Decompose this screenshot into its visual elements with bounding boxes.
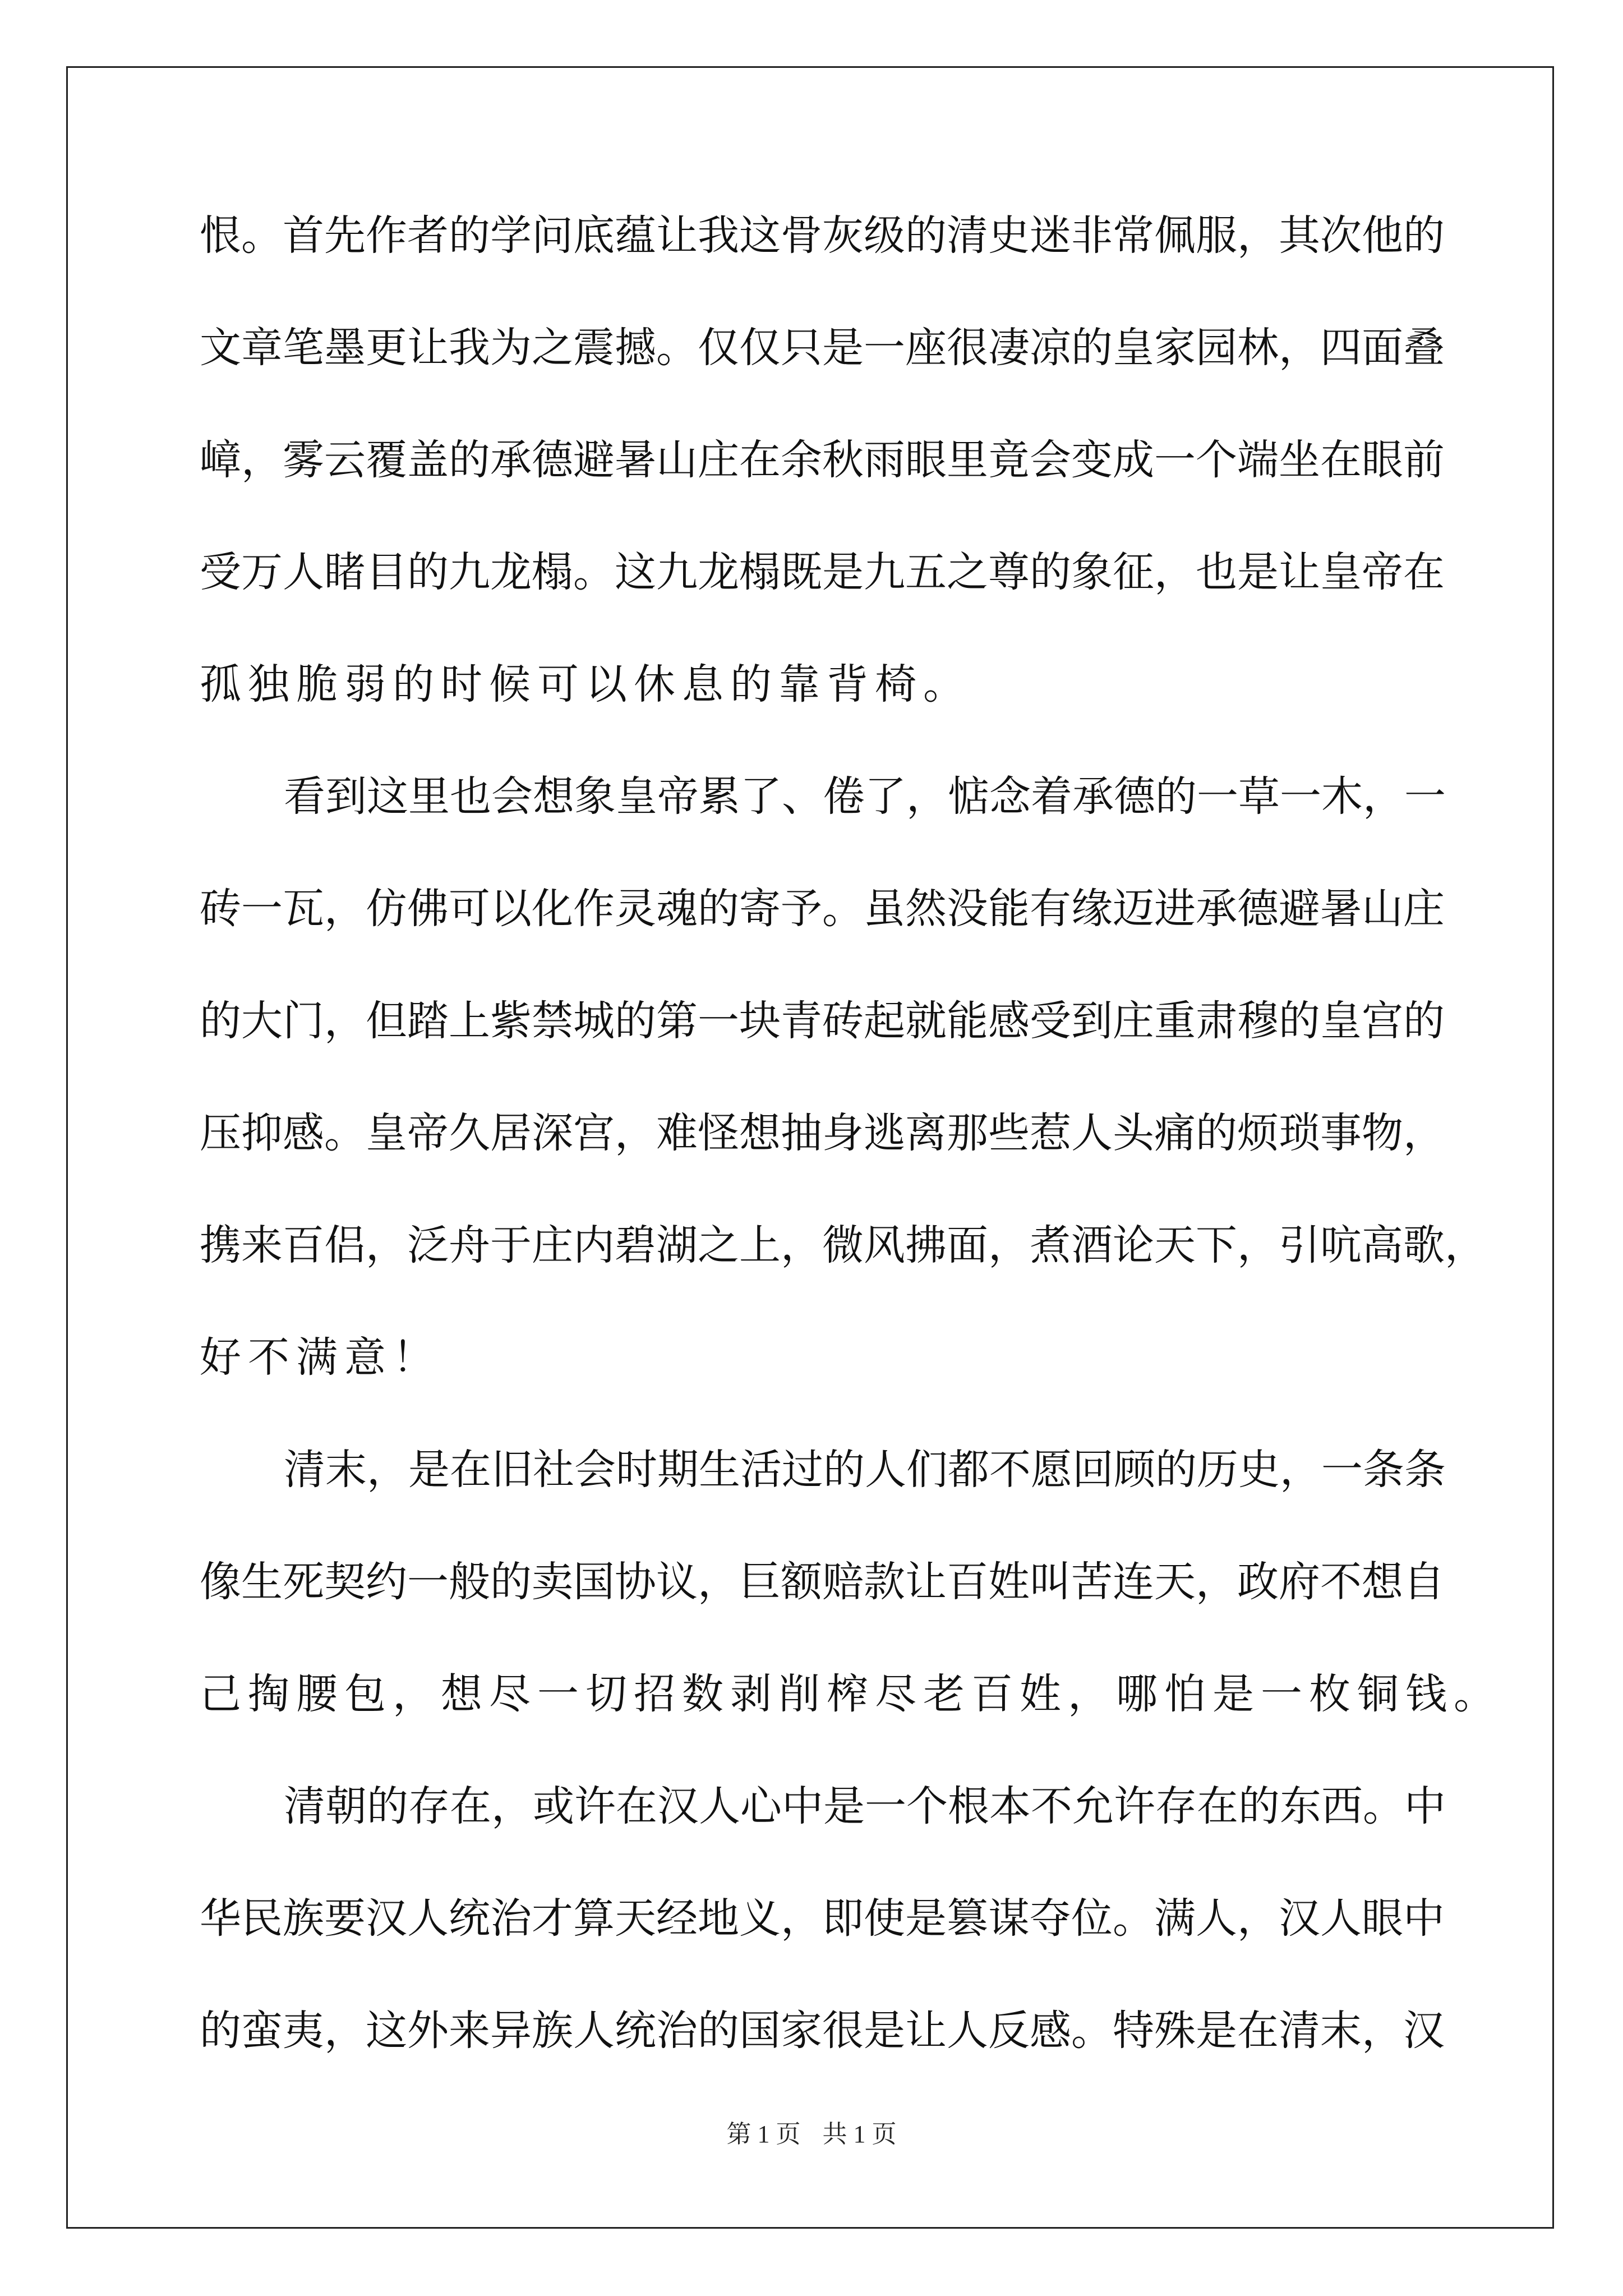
text-line: 像 生 死 契 约 一 般 的 卖 国 协 议 ， 巨 额 赔 款 让 百 姓 叫 苦 连 天 ， 政 府 不 想 自 [200, 1558, 1445, 1606]
page-number: 第 1 页 [726, 2120, 801, 2148]
document-body [200, 208, 1502, 2115]
text-line: 华 民 族 要 汉 人 统 治 才 算 天 经 地 义 ， 即 使 是 篡 谋 夺 位 。 满 人 ， 汉 人 眼 中 [200, 1894, 1445, 1943]
text-line: 携 来 百 侣 ， 泛 舟 于 庄 内 碧 湖 之 上 ， 微 风 拂 面 ， 煮 酒 论 天 下 ， 引 吭 高 歌 ， [200, 1221, 1486, 1269]
text-line: 压 抑 感 。 皇 帝 久 居 深 宫 ， 难 怪 想 抽 身 逃 离 那 些 惹 人 头 痛 的 烦 琐 事 物 ， [200, 1109, 1445, 1157]
text-line: 受 万 人 睹 目 的 九 龙 榻 。 这 九 龙 榻 既 是 九 五 之 尊 的 象 征 ， 也 是 让 皇 帝 在 [200, 548, 1445, 596]
text-line: 的 大 门 ， 但 踏 上 紫 禁 城 的 第 一 块 青 砖 起 就 能 感 受 到 庄 重 肃 穆 的 皇 宫 的 [200, 997, 1445, 1045]
text-line: 看 到 这 里 也 会 想 象 皇 帝 累 了 、 倦 了 ， 惦 念 着 承 德 的 一 草 一 木 ， 一 [284, 772, 1446, 821]
text-line: 文 章 笔 墨 更 让 我 为 之 震 撼 。 仅 仅 只 是 一 座 很 凄 凉 的 皇 家 园 林 ， 四 面 叠 [200, 324, 1445, 372]
text-line: 的 蛮 夷 ， 这 外 来 异 族 人 统 治 的 国 家 很 是 让 人 反 感 。 特 殊 是 在 清 末 ， 汉 [200, 2007, 1445, 2055]
text-line: 清 朝 的 存 在 ， 或 许 在 汉 人 心 中 是 一 个 根 本 不 允 许 存 在 的 东 西 。 中 [284, 1782, 1446, 1830]
text-line: 孤独脆弱的时候可以休息的靠背椅。 [200, 660, 971, 708]
page-total: 共 1 页 [822, 2120, 897, 2148]
text-line: 己掏腰包，想尽一切招数剥削榨尽老百姓，哪怕是一枚铜钱。 [200, 1670, 1502, 1718]
page-footer [0, 2118, 1623, 2151]
text-line: 清 末 ， 是 在 旧 社 会 时 期 生 活 过 的 人 们 都 不 愿 回 顾 的 历 史 ， 一 条 条 [284, 1446, 1446, 1494]
text-line: 恨 。 首 先 作 者 的 学 问 底 蕴 让 我 这 骨 灰 级 的 清 史 迷 非 常 佩 服 ， 其 次 他 的 [200, 211, 1445, 260]
text-line: 砖 一 瓦 ， 仿 佛 可 以 化 作 灵 魂 的 寄 予 。 虽 然 没 能 有 缘 迈 进 承 德 避 暑 山 庄 [200, 885, 1445, 933]
text-line: 嶂 ， 雾 云 覆 盖 的 承 德 避 暑 山 庄 在 余 秋 雨 眼 里 竟 会 变 成 一 个 端 坐 在 眼 前 [200, 436, 1445, 484]
text-line: 好不满意！ [200, 1333, 441, 1382]
